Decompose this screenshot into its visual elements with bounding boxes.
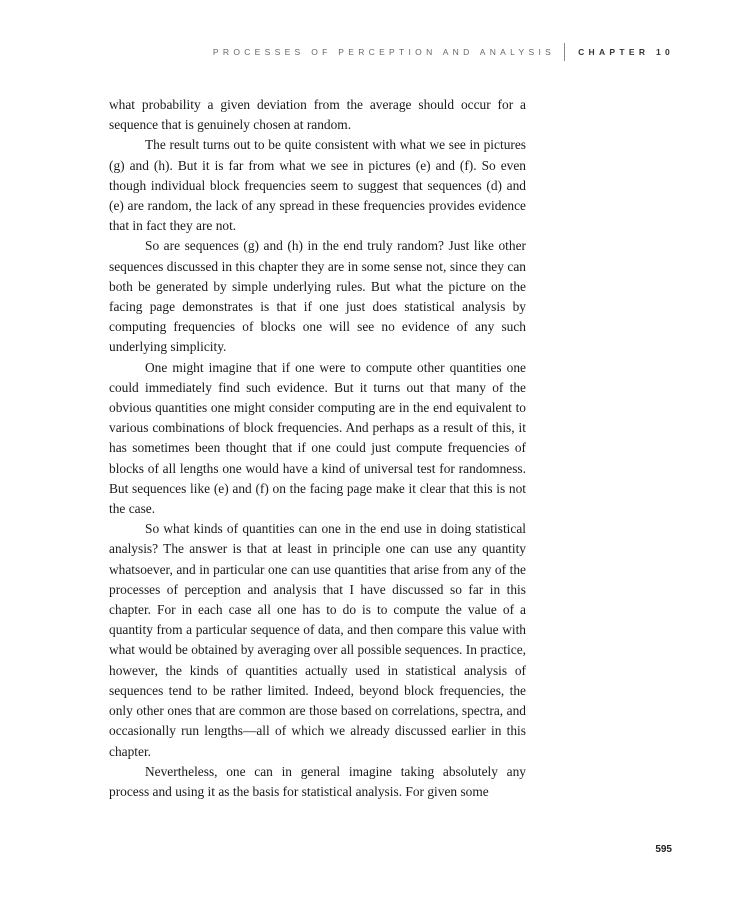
running-head-chapter-label: CHAPTER 10 [578,47,674,57]
page-number: 595 [655,844,672,855]
paragraph: So are sequences (g) and (h) in the end truly random? Just like other sequences discussed in this chapter they are in some sense not, since they can both be generated by simple underlying rules. But what the picture on the facing page demonstrates is that if one just does statistical analysis by computing frequencies of blocks one will see no evidence of any such underlying simplicity. [109,238,526,355]
body-text [109,95,526,802]
paragraph: The result turns out to be quite consistent with what we see in pictures (g) and (h). But it is far from what we see in pictures (e) and (f). So even though individual block frequencies seem to suggest that sequences (d) and (e) are random, the lack of any spread in these frequencies provides evidence that in fact they are not. [109,137,526,234]
paragraph: One might imagine that if one were to compute other quantities one could immediately find such evidence. But it turns out that many of the obvious quantities one might consider computing are in the end equivalent to various combinations of block frequencies. And perhaps as a result of this, it has sometimes been thought that if one could just compute frequencies of blocks of all lengths one would have a kind of universal test for randomness. But sequences like (e) and (f) on the facing page make it clear that this is not the case. [109,359,526,517]
running-head-section-title: PROCESSES OF PERCEPTION AND ANALYSIS [212,47,556,57]
paragraph: Nevertheless, one can in general imagine taking absolutely any process and using it as the basis for statistical analysis. For given some [109,763,526,799]
running-head-divider [564,43,565,61]
paragraph-continuation: what probability a given deviation from the average should occur for a sequence that is genuinely chosen at random. [109,97,526,133]
paragraph: So what kinds of quantities can one in the end use in doing statistical analysis? The answer is that at least in principle one can use any quantity whatsoever, and in particular one can use quantities that arise from any of the processes of perception and analysis that I have discussed so far in this chapter. For in each case all one has to do is to compute the value of a quantity from a particular sequence of data, and then compare this value with what would be obtained by averaging over all possible sequences. In practice, however, the kinds of quantities actually used in statistical analysis of sequences tend to be rather limited. Indeed, beyond block frequencies, the only other ones that are common are those based on correlations, spectra, and occasionally run lengths—all of which we already discussed earlier in this chapter. [109,521,526,759]
running-head [213,43,674,61]
